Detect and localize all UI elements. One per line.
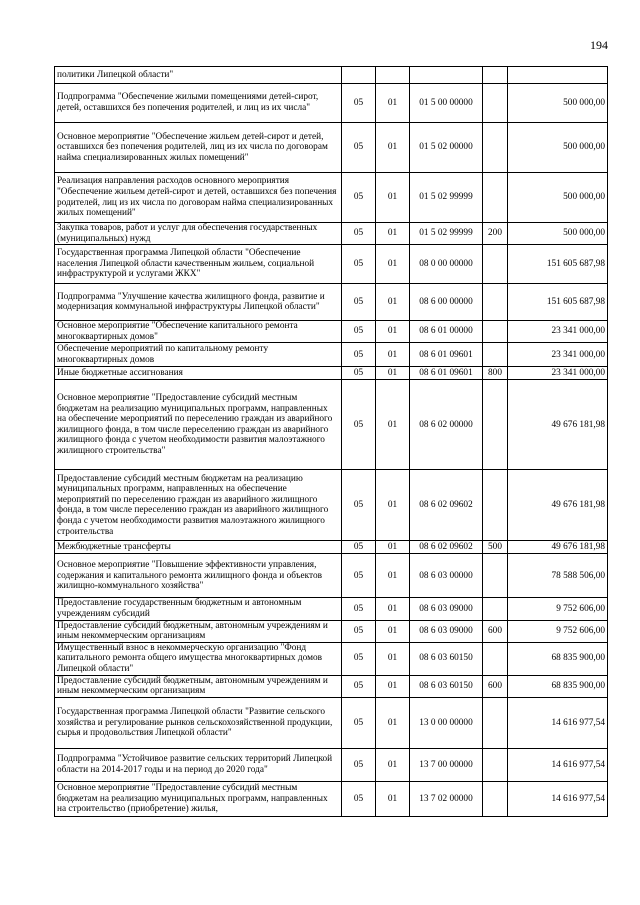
- row-target-article-cell: 08 6 02 00000: [410, 380, 483, 470]
- row-subsection-cell: 01: [376, 620, 410, 642]
- row-subsection-cell: 01: [376, 541, 410, 554]
- budget-table: [54, 66, 608, 817]
- table-row: [55, 245, 608, 284]
- row-name-cell: Обеспечение мероприятий по капитальному ремонту многоквартирных домов: [55, 343, 342, 367]
- row-amount-cell: [508, 67, 608, 84]
- row-section-cell: 05: [342, 541, 376, 554]
- row-subsection-cell: 01: [376, 223, 410, 245]
- row-target-article-cell: 08 6 01 09601: [410, 343, 483, 367]
- row-target-article-cell: 13 7 00 00000: [410, 748, 483, 781]
- row-amount-cell: 23 341 000,00: [508, 321, 608, 343]
- row-section-cell: 05: [342, 223, 376, 245]
- row-name-cell: Предоставление субсидий бюджетным, автономным учреждениям и иным некоммерческим организациям: [55, 675, 342, 697]
- row-expense-type-cell: [483, 67, 508, 84]
- row-section-cell: 05: [342, 343, 376, 367]
- row-expense-type-cell: [483, 748, 508, 781]
- row-amount-cell: 23 341 000,00: [508, 367, 608, 380]
- row-expense-type-cell: [483, 380, 508, 470]
- row-amount-cell: 151 605 687,98: [508, 245, 608, 284]
- row-subsection-cell: 01: [376, 367, 410, 380]
- table-row: [55, 748, 608, 781]
- row-section-cell: 05: [342, 781, 376, 816]
- row-name-cell: Имущественный взнос в некоммерческую организацию "Фонд капитального ремонта общего имущества многоквартирных домов Липецкой области": [55, 642, 342, 675]
- row-amount-cell: 49 676 181,98: [508, 541, 608, 554]
- row-subsection-cell: 01: [376, 123, 410, 173]
- row-expense-type-cell: [483, 284, 508, 321]
- row-subsection-cell: 01: [376, 781, 410, 816]
- row-expense-type-cell: [483, 321, 508, 343]
- row-subsection-cell: 01: [376, 675, 410, 697]
- row-name-cell: Подпрограмма "Обеспечение жилыми помещениями детей-сирот, детей, оставшихся без попечения родителей, и лиц из их числа": [55, 84, 342, 123]
- row-expense-type-cell: [483, 343, 508, 367]
- row-section-cell: 05: [342, 173, 376, 223]
- row-section-cell: 05: [342, 554, 376, 598]
- row-amount-cell: 9 752 606,00: [508, 620, 608, 642]
- row-section-cell: 05: [342, 642, 376, 675]
- row-section-cell: 05: [342, 598, 376, 620]
- row-name-cell: Предоставление государственным бюджетным и автономным учреждениям субсидий: [55, 598, 342, 620]
- row-name-cell: политики Липецкой области": [55, 67, 342, 84]
- row-section-cell: 05: [342, 380, 376, 470]
- table-row: [55, 67, 608, 84]
- row-amount-cell: 500 000,00: [508, 123, 608, 173]
- row-expense-type-cell: [483, 245, 508, 284]
- row-section-cell: 05: [342, 367, 376, 380]
- row-amount-cell: 151 605 687,98: [508, 284, 608, 321]
- row-name-cell: Предоставление субсидий местным бюджетам на реализацию муниципальных программ, направленных на обеспечение мероприятий по переселению граждан из аварийного жилищного фонда, в том числе переселению граждан из аварийного жилищного фонда с учетом необходимости развития малоэтажного жилищного строительства: [55, 470, 342, 541]
- row-section-cell: 05: [342, 748, 376, 781]
- table-row: [55, 84, 608, 123]
- row-section-cell: 05: [342, 620, 376, 642]
- table-row: [55, 284, 608, 321]
- row-subsection-cell: 01: [376, 470, 410, 541]
- row-name-cell: Государственная программа Липецкой области "Развитие сельского хозяйства и регулирование рынков сельскохозяйственной продукции, сырья и продовольствия Липецкой области": [55, 697, 342, 748]
- row-name-cell: Основное мероприятие "Обеспечение жильем детей-сирот и детей, оставшихся без попечения родителей, лиц из их числа по договорам найма специализированных жилых помещений": [55, 123, 342, 173]
- table-row: [55, 321, 608, 343]
- row-target-article-cell: 08 6 03 09000: [410, 620, 483, 642]
- row-section-cell: 05: [342, 84, 376, 123]
- row-amount-cell: 68 835 900,00: [508, 642, 608, 675]
- row-name-cell: Основное мероприятие "Повышение эффективности управления, содержания и капитального ремонта жилищного фонда и объектов жилищно-коммунального хозяйства": [55, 554, 342, 598]
- row-amount-cell: 49 676 181,98: [508, 380, 608, 470]
- row-expense-type-cell: [483, 470, 508, 541]
- row-target-article-cell: 13 0 00 00000: [410, 697, 483, 748]
- table-row: [55, 598, 608, 620]
- row-name-cell: Основное мероприятие "Предоставление субсидий местным бюджетам на реализацию муниципальных программ, направленных на обеспечение мероприятий по переселению граждан из аварийного жилищного фонда, в том числе переселению граждан из аварийного жилищного фонда с учетом необходимости развития малоэтажного жилищного строительства": [55, 380, 342, 470]
- row-name-cell: Иные бюджетные ассигнования: [55, 367, 342, 380]
- row-amount-cell: 23 341 000,00: [508, 343, 608, 367]
- row-subsection-cell: 01: [376, 642, 410, 675]
- table-row: [55, 173, 608, 223]
- row-subsection-cell: 01: [376, 598, 410, 620]
- table-row: [55, 223, 608, 245]
- row-name-cell: Подпрограмма "Улучшение качества жилищного фонда, развитие и модернизация коммунальной инфраструктуры Липецкой области": [55, 284, 342, 321]
- row-target-article-cell: 08 0 00 00000: [410, 245, 483, 284]
- row-amount-cell: 14 616 977,54: [508, 781, 608, 816]
- row-expense-type-cell: 800: [483, 367, 508, 380]
- table-row: [55, 554, 608, 598]
- row-target-article-cell: 13 7 02 00000: [410, 781, 483, 816]
- budget-table-body: [55, 67, 608, 817]
- row-subsection-cell: [376, 67, 410, 84]
- row-subsection-cell: 01: [376, 284, 410, 321]
- row-target-article-cell: 08 6 03 00000: [410, 554, 483, 598]
- row-expense-type-cell: 600: [483, 675, 508, 697]
- row-amount-cell: 9 752 606,00: [508, 598, 608, 620]
- row-amount-cell: 49 676 181,98: [508, 470, 608, 541]
- row-amount-cell: 500 000,00: [508, 223, 608, 245]
- row-amount-cell: 68 835 900,00: [508, 675, 608, 697]
- row-expense-type-cell: 600: [483, 620, 508, 642]
- table-row: [55, 642, 608, 675]
- row-section-cell: 05: [342, 697, 376, 748]
- row-target-article-cell: 01 5 02 99999: [410, 173, 483, 223]
- row-subsection-cell: 01: [376, 321, 410, 343]
- table-row: [55, 367, 608, 380]
- row-amount-cell: 14 616 977,54: [508, 697, 608, 748]
- row-subsection-cell: 01: [376, 697, 410, 748]
- table-row: [55, 343, 608, 367]
- table-row: [55, 380, 608, 470]
- row-expense-type-cell: [483, 697, 508, 748]
- row-name-cell: Основное мероприятие "Предоставление субсидий местным бюджетам на реализацию муниципальных программ, направленных на строительство (приобретение) жилья,: [55, 781, 342, 816]
- row-section-cell: 05: [342, 284, 376, 321]
- row-target-article-cell: 08 6 03 60150: [410, 675, 483, 697]
- row-expense-type-cell: 200: [483, 223, 508, 245]
- row-name-cell: Закупка товаров, работ и услуг для обеспечения государственных (муниципальных) нужд: [55, 223, 342, 245]
- table-row: [55, 470, 608, 541]
- row-target-article-cell: 08 6 01 09601: [410, 367, 483, 380]
- row-name-cell: Подпрограмма "Устойчивое развитие сельских территорий Липецкой области на 2014-2017 годы и на период до 2020 года": [55, 748, 342, 781]
- row-amount-cell: 500 000,00: [508, 173, 608, 223]
- table-row: [55, 123, 608, 173]
- row-target-article-cell: 01 5 00 00000: [410, 84, 483, 123]
- table-row: [55, 541, 608, 554]
- row-subsection-cell: 01: [376, 748, 410, 781]
- page-number: 194: [590, 38, 608, 52]
- row-section-cell: 05: [342, 321, 376, 343]
- row-expense-type-cell: [483, 642, 508, 675]
- table-row: [55, 675, 608, 697]
- row-name-cell: Основное мероприятие "Обеспечение капитального ремонта многоквартирных домов": [55, 321, 342, 343]
- row-target-article-cell: 08 6 02 09602: [410, 470, 483, 541]
- row-expense-type-cell: 500: [483, 541, 508, 554]
- row-section-cell: 05: [342, 245, 376, 284]
- row-subsection-cell: 01: [376, 554, 410, 598]
- row-section-cell: 05: [342, 123, 376, 173]
- row-amount-cell: 14 616 977,54: [508, 748, 608, 781]
- row-expense-type-cell: [483, 84, 508, 123]
- row-expense-type-cell: [483, 598, 508, 620]
- row-name-cell: Межбюджетные трансферты: [55, 541, 342, 554]
- row-expense-type-cell: [483, 554, 508, 598]
- row-section-cell: 05: [342, 470, 376, 541]
- row-target-article-cell: [410, 67, 483, 84]
- row-target-article-cell: 08 6 01 00000: [410, 321, 483, 343]
- row-expense-type-cell: [483, 123, 508, 173]
- row-target-article-cell: 08 6 03 09000: [410, 598, 483, 620]
- row-name-cell: Предоставление субсидий бюджетным, автономным учреждениям и иным некоммерческим организациям: [55, 620, 342, 642]
- row-target-article-cell: 08 6 02 09602: [410, 541, 483, 554]
- row-target-article-cell: 08 6 00 00000: [410, 284, 483, 321]
- row-target-article-cell: 01 5 02 00000: [410, 123, 483, 173]
- row-subsection-cell: 01: [376, 173, 410, 223]
- row-section-cell: [342, 67, 376, 84]
- row-target-article-cell: 01 5 02 99999: [410, 223, 483, 245]
- row-amount-cell: 500 000,00: [508, 84, 608, 123]
- row-subsection-cell: 01: [376, 84, 410, 123]
- row-subsection-cell: 01: [376, 343, 410, 367]
- row-target-article-cell: 08 6 03 60150: [410, 642, 483, 675]
- row-expense-type-cell: [483, 781, 508, 816]
- row-section-cell: 05: [342, 675, 376, 697]
- table-row: [55, 781, 608, 816]
- row-subsection-cell: 01: [376, 245, 410, 284]
- row-expense-type-cell: [483, 173, 508, 223]
- row-name-cell: Реализация направления расходов основного мероприятия "Обеспечение жильем детей-сирот и детей, оставшихся без попечения родителей, лиц из их числа по договорам найма специализированных жилых помещений": [55, 173, 342, 223]
- table-row: [55, 620, 608, 642]
- row-name-cell: Государственная программа Липецкой области "Обеспечение населения Липецкой области качественным жильем, социальной инфраструктурой и услугами ЖКХ": [55, 245, 342, 284]
- row-amount-cell: 78 588 506,00: [508, 554, 608, 598]
- table-row: [55, 697, 608, 748]
- row-subsection-cell: 01: [376, 380, 410, 470]
